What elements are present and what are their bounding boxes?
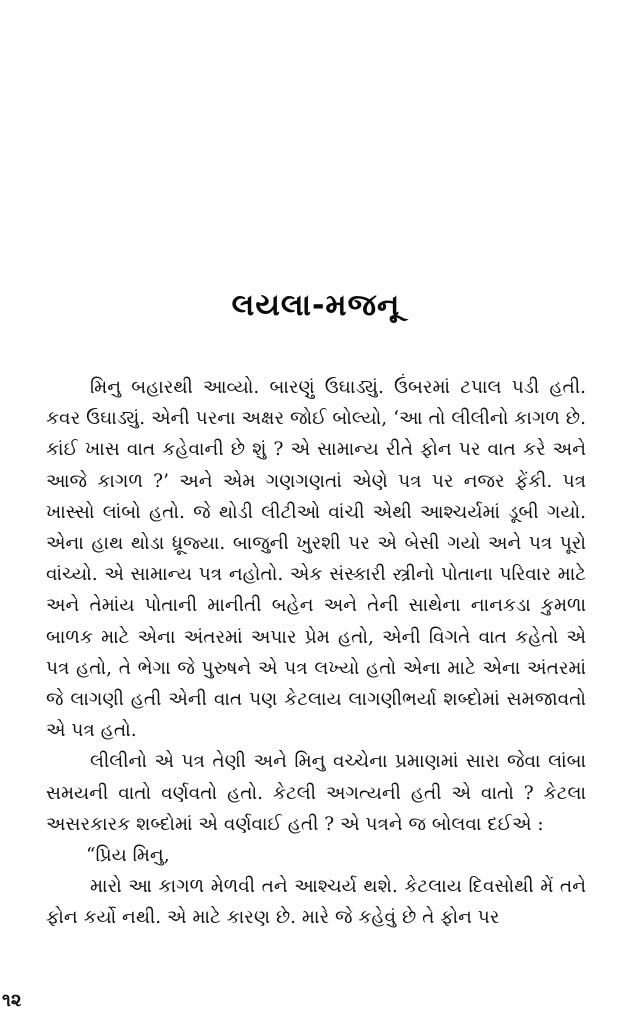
page-number: ૧૨ [2, 990, 22, 1011]
chapter-body [46, 372, 586, 934]
chapter-title: લયલા-મજનૂ [231, 288, 401, 323]
letter-opening-paragraph: મારો આ કાગળ મેળવી તને આશ્ચર્ય થશે. કેટલાય દિવસોથી મેં તને ફોન કર્યો નથી. એ માટે કારણ છે. મારે જે કહેવું છે તે ફોન પર [46, 876, 586, 929]
paragraph-2: લીલીનો એ પત્ર તેણી અને મિનુ વચ્ચેના પ્રમાણમાં સારા જેવા લાંબા સમયની વાતો વર્ણવતો હતો. કેટલી અગત્યની હતી એ વાતો ? કેટલા અસરકારક શબ્દોમાં એ વર્ણવાઈ હતી ? એ પત્રને જ બોલવા દઈએ : [46, 751, 586, 835]
letter-salutation: “પ્રિય મિનુ, [86, 845, 170, 867]
paragraph-1: મિનુ બહારથી આવ્યો. બારણું ઉઘાડ્યું. ઉંબરમાં ટપાલ પડી હતી. કવર ઉઘાડ્યું. એની પરના અક્ષર જોઈ બોલ્યો, ‘આ તો લીલીનો કાગળ છે. કાંઈ ખાસ વાત કહેવાની છે શું ? એ સામાન્ય રીતે ફોન પર વાત કરે અને આજે કાગળ ?’ અને એમ ગણગણતાં એણે પત્ર પર નજર ફેંકી. પત્ર ખાસ્સો લાંબો હતો. જે થોડી લીટીઓ વાંચી એથી આશ્ચર્યમાં ડૂબી ગયો. એના હાથ થોડા ધ્રૂજ્યા. બાજુની ખુરશી પર એ બેસી ગયો અને પત્ર પૂરો વાંચ્યો. એ સામાન્ય પત્ર નહોતો. એક સંસ્કારી સ્ત્રીનો પોતાના પરિવાર માટે અને તેમાંય પોતાની માનીતી બહેન અને તેની સાથેના નાનકડા કુમળા બાળક માટે એના અંતરમાં અપાર પ્રેમ હતો, એની વિગતે વાત કહેતો એ પત્ર હતો, તે ભેગા જે પુરુષને એ પત્ર લખ્યો હતો એના માટે એના અંતરમાં જે લાગણી હતી એની વાત પણ કેટલાય લાગણીભર્યા શબ્દોમાં સમજાવતો એ પત્ર હતો. [46, 377, 586, 742]
